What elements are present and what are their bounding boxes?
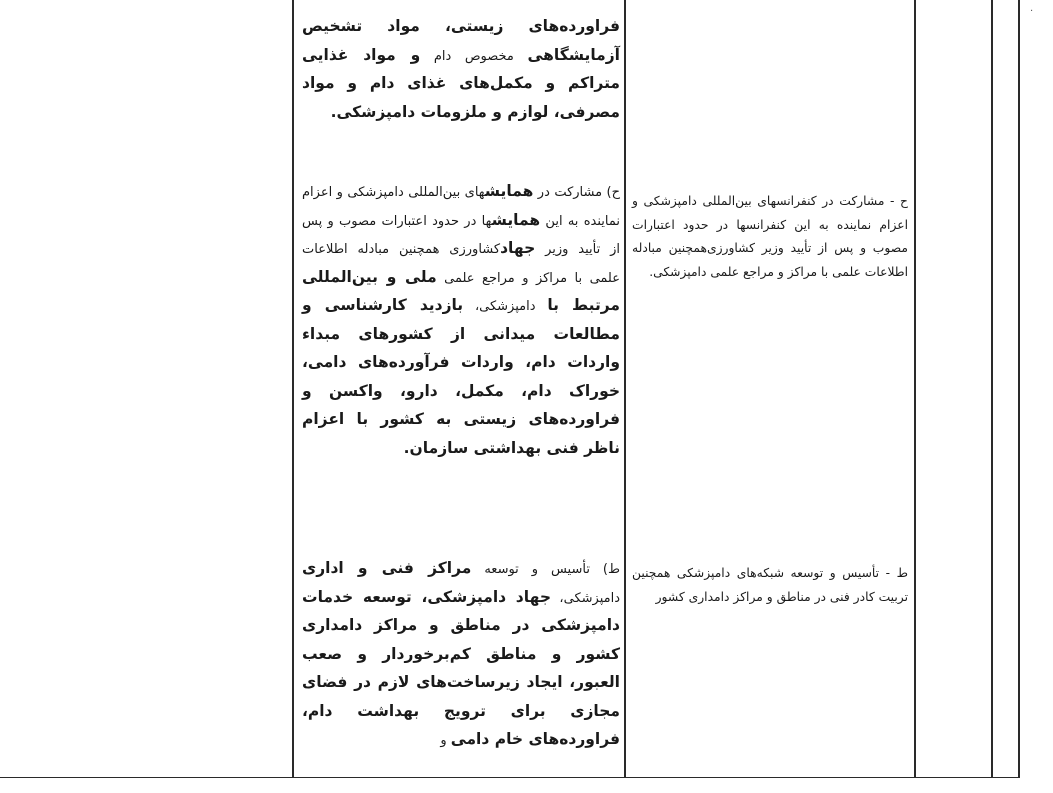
mid-paragraph-h bbox=[302, 178, 620, 463]
table-column-divider-3 bbox=[991, 0, 993, 778]
scan-mark: · bbox=[1030, 6, 1034, 17]
right-paragraph-h: ح - مشارکت در کنفرانسهای بین‌المللی دامپزشکی و اعزام نماینده به این کنفرانسها در حدود اعتبارات مصوب و پس از تأیید وزیر کشاورزی‌همچنین مبادله اطلاعات علمی با مراکز و مراجع علمی دامپزشکی. bbox=[632, 194, 908, 279]
text-run: ح) مشارکت در bbox=[533, 185, 620, 200]
mid-paragraph-fragment bbox=[302, 13, 620, 127]
right-paragraph-t: ط - تأسیس و توسعه شبکه‌های دامپزشکی همچنین تربیت کادر فنی در مناطق و مراکز دامداری کشور bbox=[632, 566, 908, 604]
text-run: دامپزشکی، bbox=[463, 299, 548, 314]
bold-text-run: همایش bbox=[484, 182, 534, 200]
mid-paragraph-t bbox=[302, 555, 620, 755]
bold-text-run: بازدید کارشناسی و مطالعات میدانی از کشورهای مبداء واردات دام، واردات فرآورده‌های دامی، خوراک دام، مکمل، دارو، واکسن و فراورده‌های زیستی به کشور با اعزام ناظر فنی بهداشتی سازمان. bbox=[302, 296, 620, 457]
bold-text-run: ملی و بین‌المللی مرتبط با bbox=[302, 267, 621, 314]
bold-text-run: فراورده‌های زیستی، مواد تشخیص آزمایشگاهی bbox=[302, 17, 620, 64]
table-column-divider-2 bbox=[914, 0, 916, 778]
text-run: ها در حدود اعتبارات مصوب و پس از تأیید وزیر bbox=[302, 213, 620, 257]
table-bottom-border bbox=[0, 777, 1020, 778]
bold-text-run: جهاد bbox=[500, 239, 536, 257]
text-run: های بین‌المللی دامپزشکی و اعزام نماینده به این bbox=[302, 185, 620, 229]
bold-text-run: همایش bbox=[491, 210, 541, 229]
table-border-left bbox=[292, 0, 294, 778]
bold-text-run: جهاد دامپزشکی، توسعه خدمات دامپزشکی در مناطق و مراکز دامداری کشور و مناطق کم‌برخوردار و صعب العبور، ایجاد زیرساخت‌های لازم در فضای مجازی برای ترویج بهداشت دام، فراورده‌های خام دامی bbox=[302, 587, 620, 748]
table-border-right bbox=[1018, 0, 1020, 778]
text-run: ط) تأسیس و توسعه bbox=[471, 562, 620, 577]
bold-text-run: مراکز فنی و اداری bbox=[302, 559, 472, 577]
text-run: و bbox=[440, 733, 451, 748]
text-run: دامپزشکی، bbox=[551, 590, 620, 606]
bold-text-run: و مواد غذایی متراکم و مکمل‌های غذای دام و مواد مصرفی، لوازم و ملزومات دامپزشکی. bbox=[302, 45, 620, 121]
table-column-divider-1 bbox=[624, 0, 626, 778]
text-run: مخصوص دام bbox=[420, 48, 528, 64]
text-run: کشاورزی همچنین مبادله اطلاعات علمی با مراکز و مراجع علمی bbox=[302, 242, 620, 286]
